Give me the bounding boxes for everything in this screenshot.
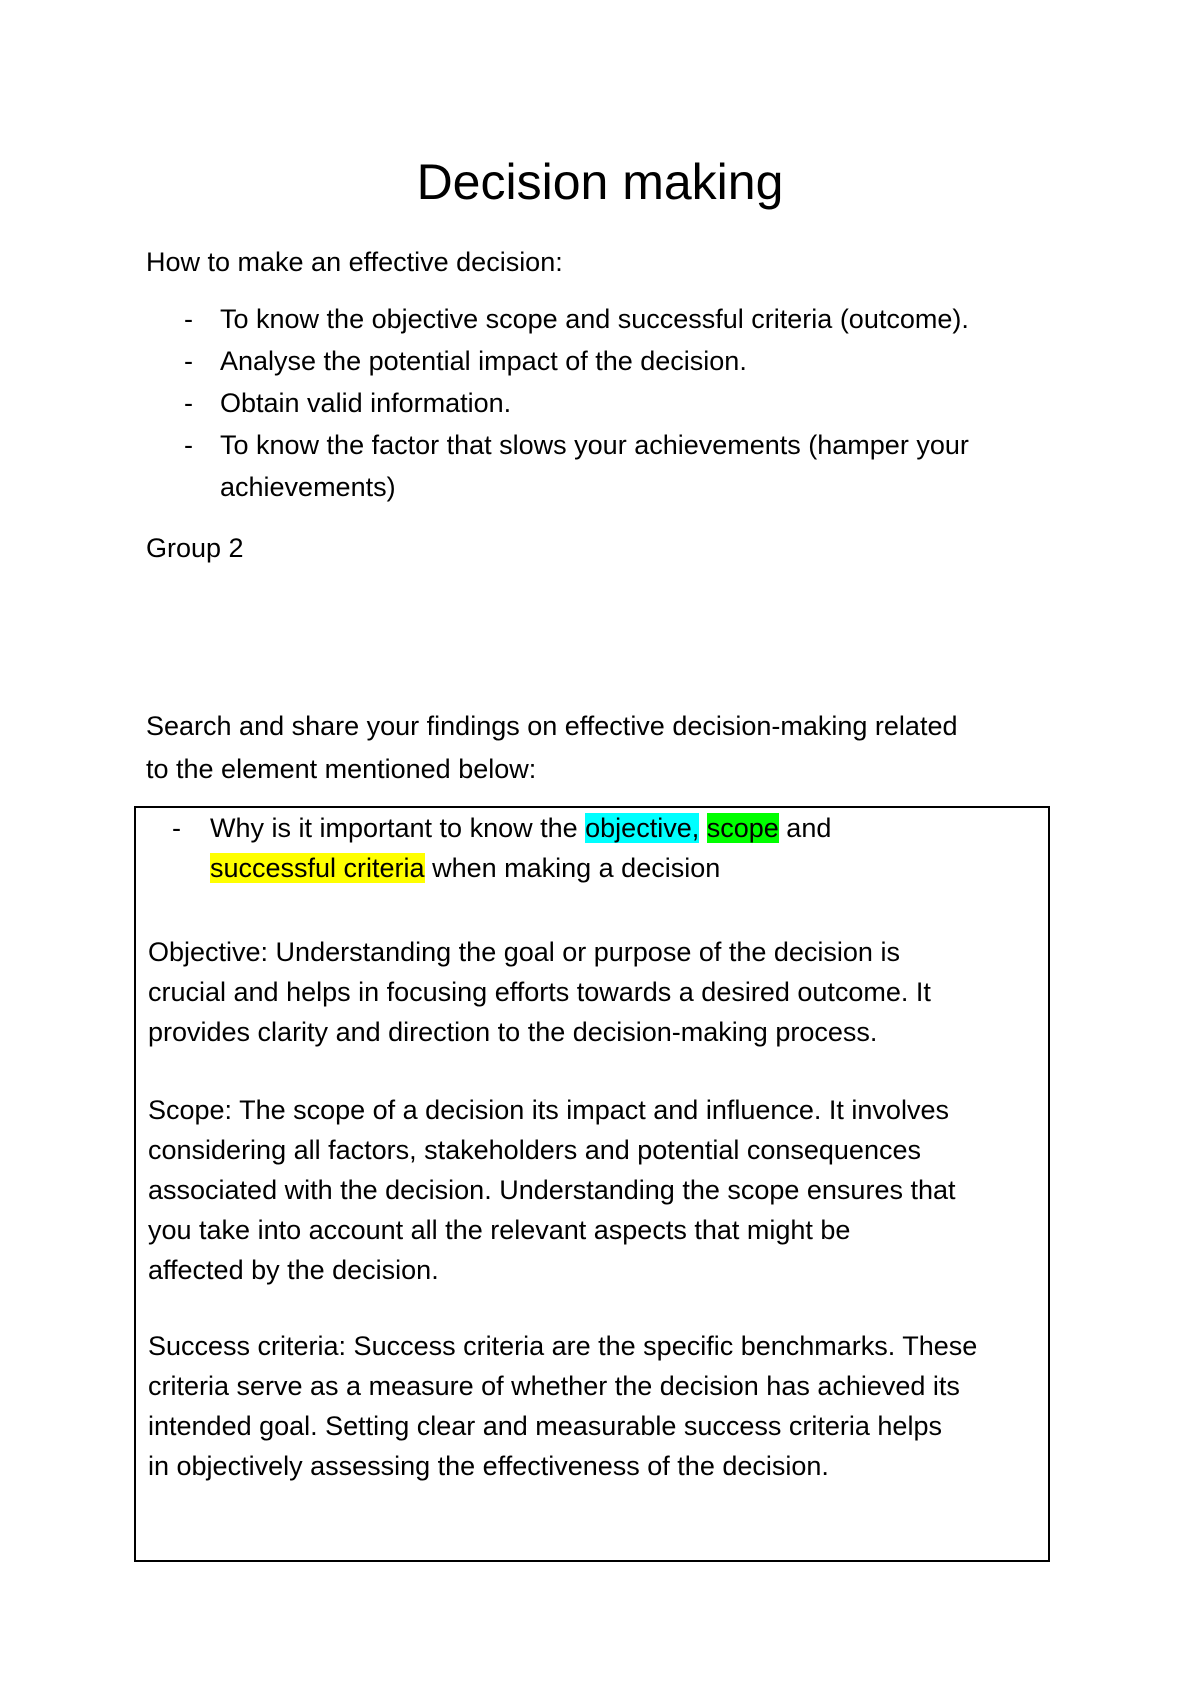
search-prompt <box>146 705 957 791</box>
list-item-continuation <box>146 466 969 508</box>
highlight-criteria: successful criteria <box>210 853 425 883</box>
success-criteria-paragraph: Success criteria: Success criteria are the specific benchmarks. These criteria serve as a measure of whether the decision has achieved its intended goal. Setting clear and measurable success criteria helps in objectively assessing the effectiveness of the decision. <box>148 1331 978 1481</box>
intro-text: How to make an effective decision: <box>146 247 563 277</box>
bullet-text: Analyse the potential impact of the decision. <box>220 346 747 376</box>
highlight-objective: objective, <box>585 813 700 843</box>
list-item <box>146 382 969 424</box>
bullet-dash: - <box>184 304 193 334</box>
highlight-scope: scope <box>706 813 779 843</box>
list-item <box>146 298 969 340</box>
bullet-dash: - <box>184 346 193 376</box>
bullet-text: To know the factor that slows your achievements (hamper your <box>220 430 969 460</box>
objective-paragraph: Objective: Understanding the goal or purpose of the decision is crucial and helps in focusing efforts towards a desired outcome. It provides clarity and direction to the decision-making process. <box>148 937 931 1047</box>
scope-paragraph: Scope: The scope of a decision its impact and influence. It involves considering all factors, stakeholders and potential consequences associated with the decision. Understanding the scope ensures that you take into account all the relevant aspects that might be affected by the decision. <box>148 1095 956 1285</box>
bullet-text: achievements) <box>220 472 396 502</box>
answer-box <box>134 806 1050 1562</box>
search-prompt-line: to the element mentioned below: <box>146 754 537 784</box>
bullet-dash: - <box>184 388 193 418</box>
bullet-dash: - <box>184 430 193 460</box>
search-prompt-line: Search and share your findings on effective decision-making related <box>146 711 958 741</box>
group-label: Group 2 <box>146 533 244 563</box>
list-item <box>146 340 969 382</box>
question-line: Why is it important to know the objective, scope and <box>210 813 832 843</box>
bullet-text: To know the objective scope and successful criteria (outcome). <box>220 304 969 334</box>
box-question <box>172 808 832 888</box>
bullet-dash: - <box>172 813 181 843</box>
page-title: Decision making <box>416 154 784 210</box>
question-line: successful criteria when making a decision <box>210 853 721 883</box>
list-item <box>146 424 969 466</box>
bullet-list <box>146 298 969 508</box>
bullet-text: Obtain valid information. <box>220 388 512 418</box>
